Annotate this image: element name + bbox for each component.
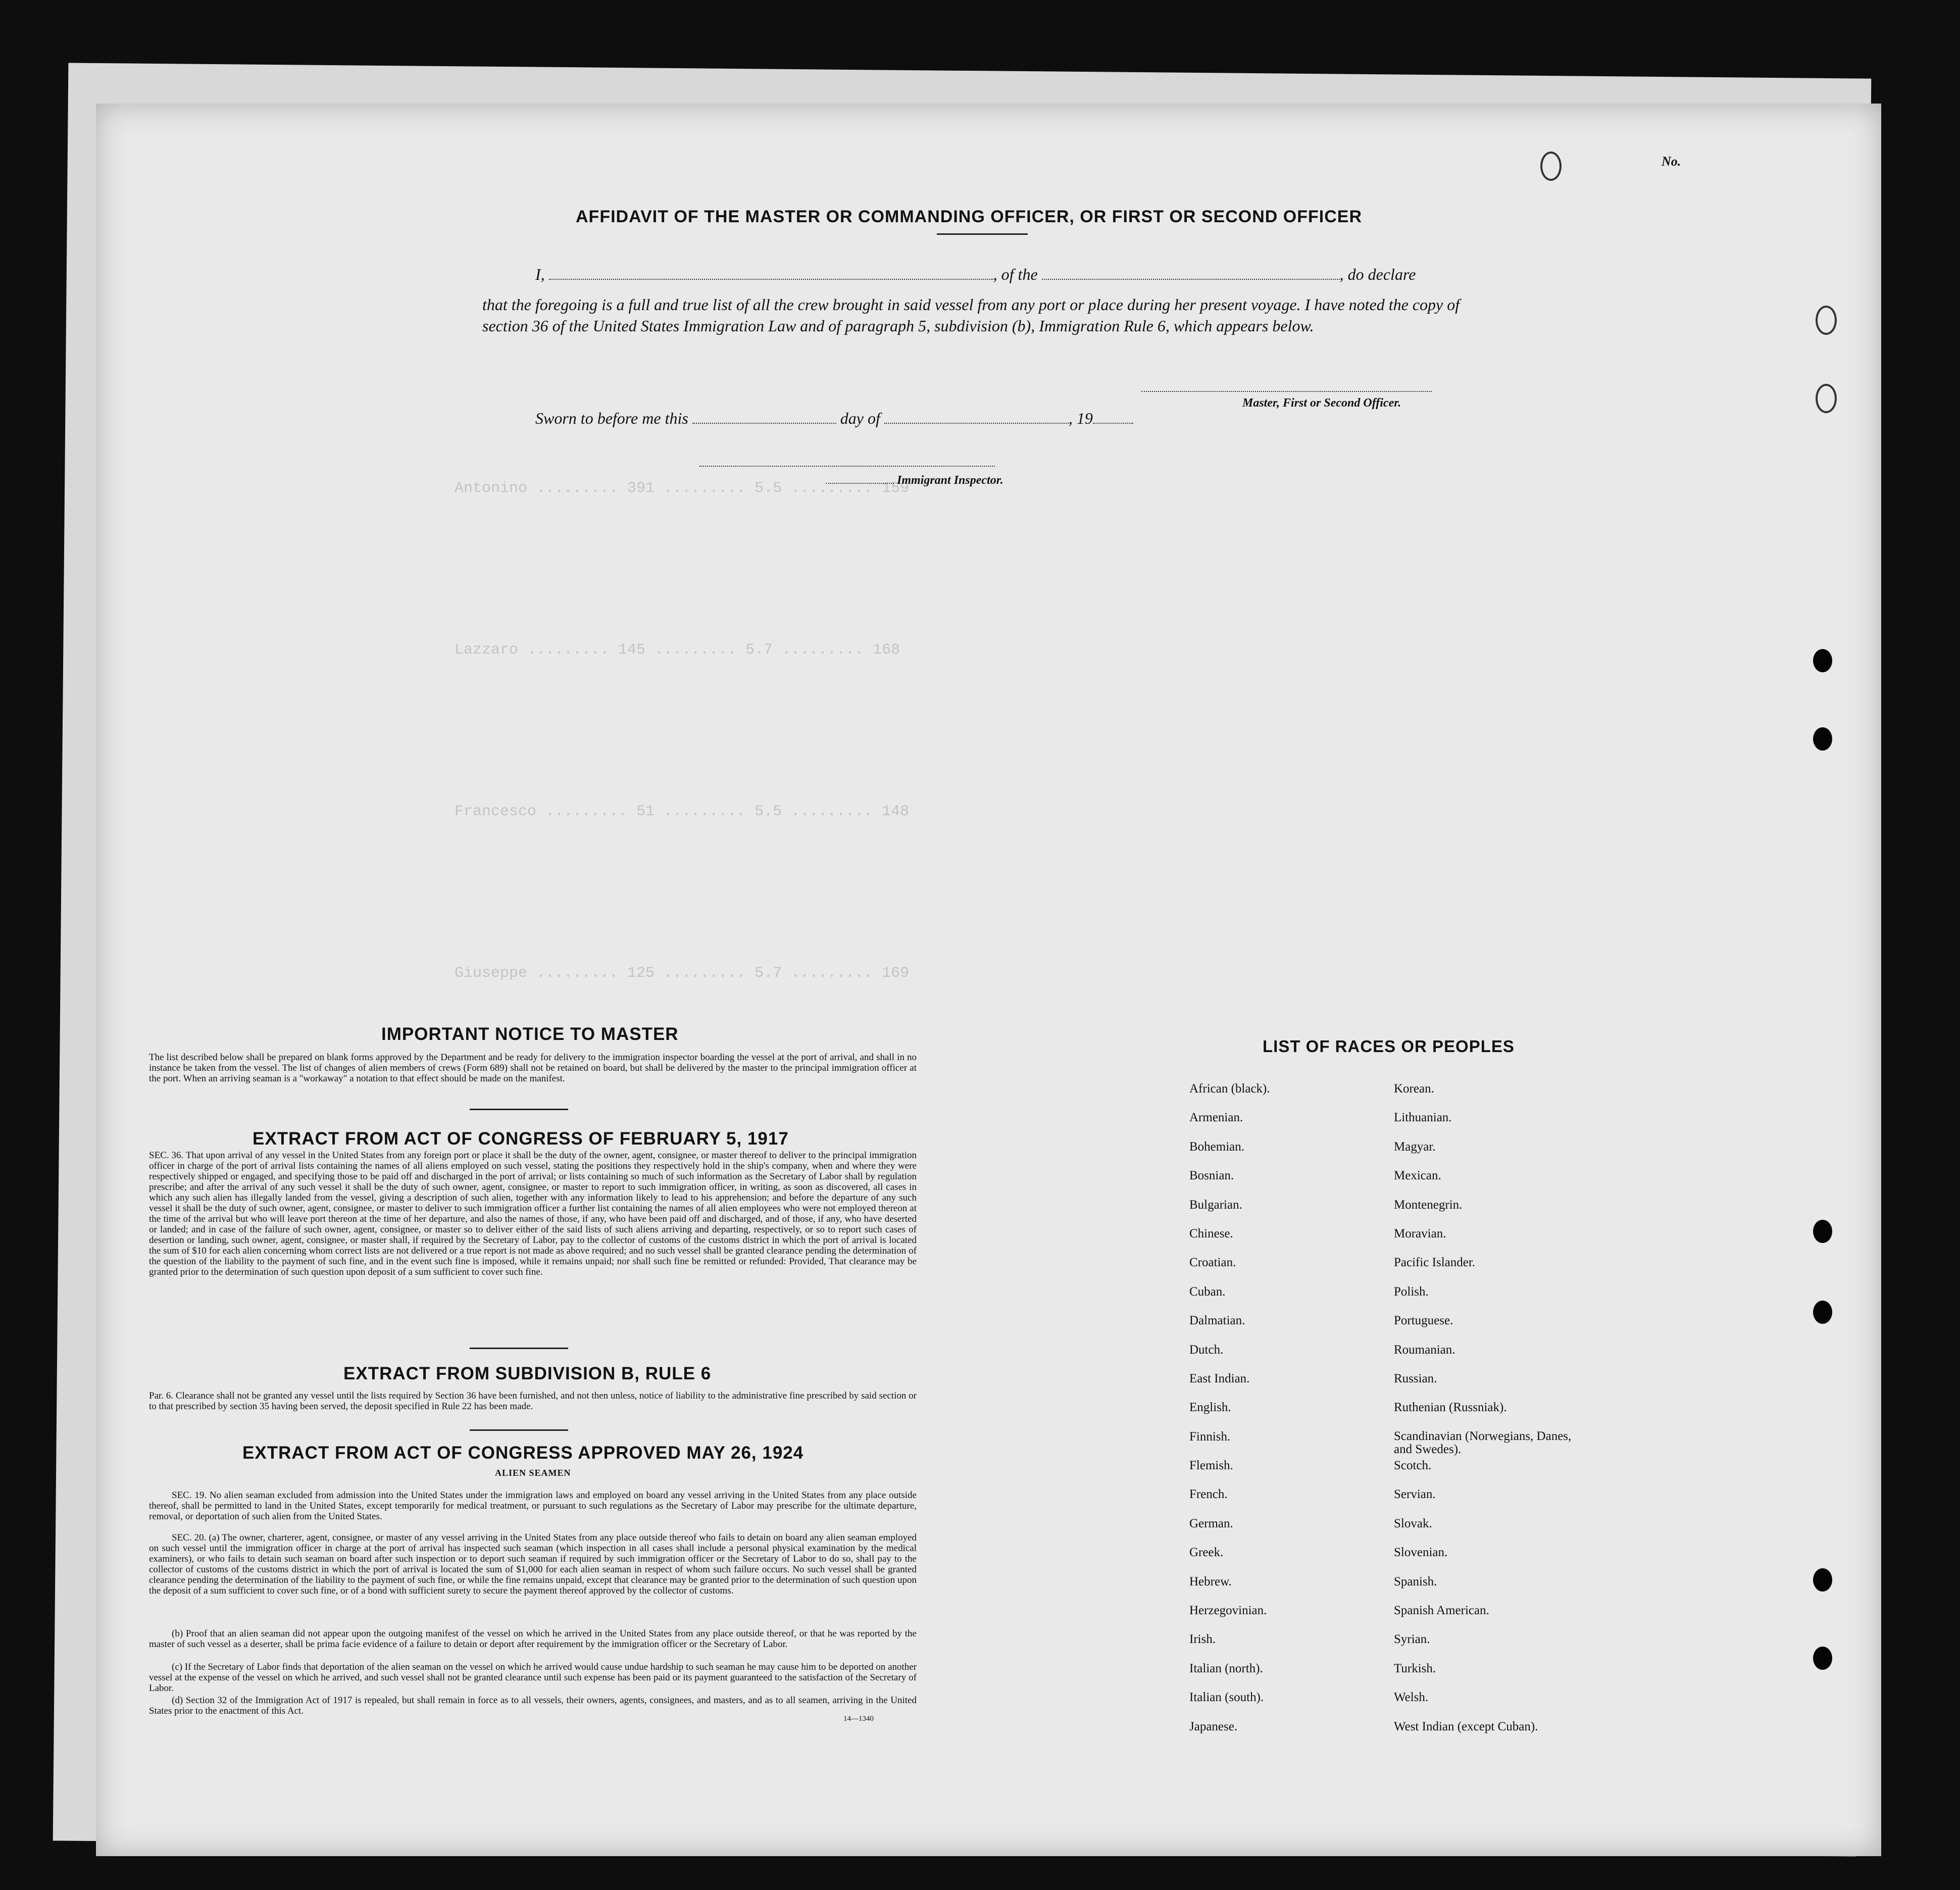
officer-name-blank [549, 268, 993, 280]
year-label: , 19 [1068, 409, 1093, 427]
race-item: Roumanian. [1394, 1342, 1455, 1357]
inspector-label: Immigrant Inspector. [897, 474, 1003, 487]
sworn-line [535, 409, 1133, 428]
notice-text: The list described below shall be prepared on blank forms approved by the Department and be ready for delivery to the immigration inspector boarding the vessel at the port of arrival, and shall in no instance be taken from the vessel. The list of changes of alien members of crews (Form 689) shall not be retained on board, but shall be delivered by the master to the principal immigration officer at the port. When an arriving seaman is a "workaway" a notation to that effect should be made on the manifest. [149, 1052, 917, 1084]
extract-rule6-text: Par. 6. Clearance shall not be granted any vessel until the lists required by Section 36 have been furnished, and not then unless, notice of liability to the administrative fine prescribed by said section or to that prescribed by section 35 having been served, the deposit specified in Rule 22 has been made. [149, 1390, 917, 1412]
affidavit-body: that the foregoing is a full and true list of all the crew brought in said vessel from any port or place during her present voyage. I have noted the copy of section 36 of the United States Immigration Law and of paragraph 5, subdivision (b), Immigration Rule 6, which appears below. [482, 295, 1460, 335]
form-number-label: No. [1662, 154, 1681, 169]
vessel-name-blank [1042, 268, 1340, 280]
inspector-signature-blank [699, 455, 995, 467]
race-item: Armenian. [1189, 1111, 1243, 1125]
race-item: Flemish. [1189, 1459, 1233, 1473]
race-item: Welsh. [1394, 1690, 1429, 1705]
race-item: Syrian. [1394, 1632, 1430, 1647]
inspector-dots [826, 476, 894, 484]
punch-hole [1813, 1647, 1832, 1670]
section-divider [470, 1348, 568, 1349]
extract-rule6-title: EXTRACT FROM SUBDIVISION B, RULE 6 [343, 1364, 712, 1383]
race-item: Korean. [1394, 1082, 1434, 1096]
race-item: West Indian (except Cuban). [1394, 1719, 1538, 1733]
race-item: Moravian. [1394, 1226, 1446, 1240]
punch-hole [1816, 384, 1837, 413]
race-item: Bosnian. [1189, 1169, 1234, 1183]
race-item: Italian (south). [1189, 1690, 1264, 1705]
sworn-label: Sworn to before me this [535, 409, 688, 427]
title-divider [937, 233, 1028, 235]
sworn-day-blank [692, 412, 836, 424]
extract-1917-text: SEC. 36. That upon arrival of any vessel in the United States from any foreign port or place it shall be the duty of the owner, agent, consignee, or master thereof to deliver to the principal immigration officer in charge of the port of arrival lists containing the names of all aliens employed on such vessel, stating the positions they respectively hold in the ship's company, when and where they were respectively shipped or engaged, and specifying those to be paid off and discharged in the port of arrival; or lists containing so much of such information as the Secretary of Labor shall by regulation prescribe; and after the arrival of any such vessel it shall be the duty of such owner, agent, consignee, or master to report to such immigration officer, in writing, as soon as discovered, all cases in which any such alien has illegally landed from the vessel, giving a description of such alien, together with any information likely to lead to his apprehension; and before the departure of any such vessel it shall be the duty of such owner, agent, consignee, or master to deliver to such immigration officer a further list containing the names of all alien employees who were not employed thereon at the time of the arrival but who will leave port thereon at the time of her departure, and also the names of those, if any, who have been paid off and discharged, and of those, if any, who have deserted or landed; and in case of the failure of such owner, agent, consignee, or master so to deliver either of the said lists of such aliens arriving and departing, respectively, or so to report such cases of desertion or landing, such owner, agent, consignee, or master shall, if required by the Secretary of Labor, pay to the collector of customs of the customs district in which the port of arrival is located the sum of $10 for each alien concerning whom correct lists are not delivered or a true report is not made as above required; and no such vessel shall be granted clearance pending the determination of the question of the liability to the payment of such fine, and in the event such fine is imposed, while it remains unpaid; nor shall such fine be remitted or refunded: Provided, That clearance may be granted prior to the determination of such question upon deposit of a sum sufficient to cover such fine. [149, 1150, 917, 1277]
section-divider [470, 1109, 568, 1110]
bleed-through: Francesco ......... 51 ......... 5.5 ......... 148 [455, 803, 910, 820]
extract-1924-sec20b: (b) Proof that an alien seaman did not appear upon the outgoing manifest of the vessel on which he arrived in the United States from any place outside thereof, or that he was reported by the master of such vessel as a deserter, shall be prima facie evidence of a failure to detain or deport after requirement by the immigration officer or the Secretary of Labor. [149, 1628, 917, 1650]
race-item: German. [1189, 1516, 1233, 1530]
bleed-through: Lazzaro ......... 145 ......... 5.7 ......... 168 [455, 641, 900, 659]
race-item: Dalmatian. [1189, 1314, 1245, 1328]
punch-hole [1813, 1220, 1832, 1243]
race-item: Servian. [1394, 1487, 1436, 1502]
punch-hole [1540, 152, 1562, 181]
race-item: Magyar. [1394, 1139, 1436, 1154]
race-item: Slovenian. [1394, 1546, 1448, 1560]
races-left-column [1189, 1082, 1341, 1749]
punch-hole [1816, 306, 1837, 335]
race-item: Dutch. [1189, 1342, 1224, 1357]
race-item: Lithuanian. [1394, 1111, 1452, 1125]
race-item: Bohemian. [1189, 1139, 1245, 1154]
master-signature-blank [1141, 380, 1432, 392]
bleed-through: Giuseppe ......... 125 ......... 5.7 ......... 169 [455, 965, 910, 982]
form-code: 14—1340 [843, 1715, 874, 1723]
race-item: Irish. [1189, 1632, 1216, 1647]
sworn-year-blank [1093, 412, 1133, 424]
bleed-through: Antonino ......... 391 ......... 5.5 ......... 159 [455, 480, 910, 497]
race-item: Pacific Islander. [1394, 1256, 1476, 1270]
race-item: Herzegovinian. [1189, 1604, 1267, 1618]
race-item: Russian. [1394, 1371, 1437, 1385]
extract-1924-sec20c: (c) If the Secretary of Labor finds that deportation of the alien seaman on the vessel on which he arrived would cause undue hardship to such seaman he may cause him to be deported on another vessel at the expense of the vessel on which he arrived, and such vessel shall not be granted clearance until such expense has been paid or its payment guaranteed to the satisfaction of the Secretary of Labor. [149, 1662, 917, 1694]
race-item: Ruthenian (Russniak). [1394, 1401, 1507, 1415]
extract-1924-sec20a: SEC. 20. (a) The owner, charterer, agent, consignee, or master of any vessel arriving in the United States from any place outside thereof who fails to detain on board any alien seaman employed on such vessel until the immigration officer in charge at the port of arrival has inspected such seaman (which inspection in all cases shall include a personal physical examination by the medical examiners), or who fails to detain such seaman on board after such inspection or to deport such seaman if required by such immigration officer or the Secretary of Labor to do so, shall pay to the collector of customs of the customs district in which the port of arrival is located the sum of $1,000 for each alien seaman in respect of whom such failure occurs. No such vessel shall be granted clearance pending the determination of the liability to the payment of such fine, or while the fine remains unpaid, except that clearance may be granted prior to the determination of such question upon the deposit of a sum sufficient to cover such fine, or of a bond with sufficient surety to secure the payment thereof approved by the collector of customs. [149, 1532, 917, 1596]
race-item: Finnish. [1189, 1429, 1231, 1444]
race-item: Slovak. [1394, 1516, 1432, 1530]
punch-hole [1813, 649, 1832, 672]
race-item: English. [1189, 1401, 1231, 1415]
race-item: Spanish. [1394, 1574, 1437, 1588]
punch-hole [1813, 1568, 1832, 1591]
notice-title: IMPORTANT NOTICE TO MASTER [381, 1024, 679, 1044]
race-item: Bulgarian. [1189, 1198, 1242, 1212]
race-item: Portuguese. [1394, 1314, 1453, 1328]
race-item: Spanish American. [1394, 1604, 1489, 1618]
master-signature-label: Master, First or Second Officer. [1242, 396, 1401, 410]
race-item: East Indian. [1189, 1371, 1250, 1385]
race-item: Scandinavian (Norwegians, Danes, and Swedes). [1394, 1429, 1572, 1456]
race-item: Scotch. [1394, 1459, 1432, 1473]
races-right-column [1394, 1082, 1586, 1749]
affidavit-i-label: I, [535, 265, 545, 283]
race-item: Croatian. [1189, 1256, 1236, 1270]
race-item: Hebrew. [1189, 1574, 1232, 1588]
affidavit-of-label: , of the [993, 265, 1038, 283]
punch-hole [1813, 727, 1832, 751]
race-item: Japanese. [1189, 1719, 1238, 1733]
race-item: Polish. [1394, 1284, 1429, 1299]
section-divider [470, 1429, 568, 1431]
inspector-line [826, 474, 1003, 487]
affidavit-line1 [535, 265, 1416, 284]
races-title: LIST OF RACES OR PEOPLES [1263, 1037, 1515, 1056]
race-item: African (black). [1189, 1082, 1270, 1096]
race-item: Greek. [1189, 1546, 1224, 1560]
race-item: Turkish. [1394, 1661, 1436, 1675]
race-item: Montenegrin. [1394, 1198, 1463, 1212]
extract-1924-subtitle: ALIEN SEAMEN [495, 1468, 571, 1478]
sworn-month-blank [884, 412, 1069, 424]
affidavit-title: AFFIDAVIT OF THE MASTER OR COMMANDING OFFICER, OR FIRST OR SECOND OFFICER [576, 207, 1362, 226]
extract-1924-sec19: SEC. 19. No alien seaman excluded from admission into the United States under the immigration laws and employed on board any vessel arriving in the United States from any place outside thereof, shall be permitted to land in the United States, except temporarily for medical treatment, or pursuant to such regulations as the Secretary of Labor may prescribe for the ultimate departure, removal, or deportation of such alien from the United States. [149, 1490, 917, 1522]
race-item: French. [1189, 1487, 1228, 1502]
punch-hole [1813, 1301, 1832, 1324]
race-item: Mexican. [1394, 1169, 1441, 1183]
affidavit-declare-label: , do declare [1339, 265, 1416, 283]
extract-1924-title: EXTRACT FROM ACT OF CONGRESS APPROVED MAY 26, 1924 [242, 1443, 804, 1463]
race-item: Italian (north). [1189, 1661, 1263, 1675]
day-of-label: day of [840, 409, 880, 427]
race-item: Chinese. [1189, 1226, 1233, 1240]
extract-1924-sec20d: (d) Section 32 of the Immigration Act of 1917 is repealed, but shall remain in force as to all vessels, their owners, agents, consignees, and masters, and as to all seamen, arriving in the United States prior to the enactment of this Act. [149, 1695, 917, 1716]
race-item: Cuban. [1189, 1284, 1226, 1299]
extract-1917-title: EXTRACT FROM ACT OF CONGRESS OF FEBRUARY 5, 1917 [253, 1129, 789, 1149]
